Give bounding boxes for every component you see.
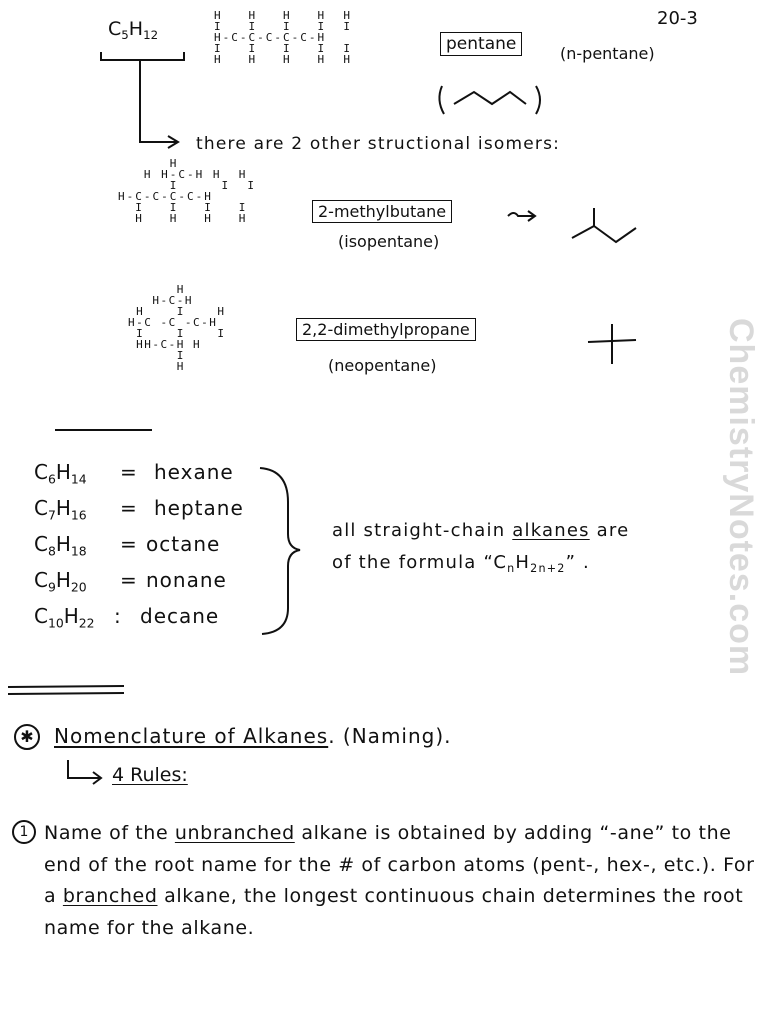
isomer-structure-methylbutane: H H H-C-H H H I I I H-C-C-C-C-H I I I I H H H H [118, 157, 256, 225]
alkane-row: $C_6H_{14}$ [34, 460, 87, 487]
alkane-name: heptane [154, 496, 244, 520]
isomer-alt-name-isopentane: (isopentane) [338, 232, 440, 251]
alkane-equals: = [120, 460, 137, 484]
isomer-structure-dimethylpropane: H H-C-H H I H H-C -C -C-H I I I HH-C-H H I H [128, 283, 226, 373]
neopentane-skeletal-drawing [584, 320, 644, 370]
alkane-name: decane [140, 604, 220, 628]
isomer-alt-name-neopentane: (neopentane) [328, 356, 437, 375]
rule-number-badge: 1 [12, 820, 36, 844]
isopentane-skeletal-drawing [566, 206, 646, 256]
alkane-row: $C_8H_{18}$ [34, 532, 87, 559]
arrow-icon [504, 206, 544, 226]
separator-line [54, 428, 174, 434]
pentane-name: pentane [440, 32, 522, 56]
watermark: ChemistryNotes.com [722, 318, 760, 677]
pentane-formula: $C_5H_{12}$ [108, 18, 159, 43]
alkane-equals: : [114, 604, 121, 628]
isomer-note: there are 2 other structional isomers: [196, 134, 561, 154]
alkane-equals: = [120, 532, 137, 556]
pentane-alt-name: (n-pentane) [560, 44, 655, 63]
rules-label: 4 Rules: [112, 764, 188, 786]
alkane-row: $C_{10}H_{22}$ [34, 604, 95, 631]
alkane-note-line1: all straight-chain alkanes are [332, 520, 630, 541]
alkane-row: $C_7H_{16}$ [34, 496, 87, 523]
double-separator [6, 684, 136, 698]
alkane-brace [258, 462, 318, 642]
nomenclature-heading: Nomenclature of Alkanes. (Naming). [54, 724, 452, 748]
alkane-row: $C_9H_{20}$ [34, 568, 87, 595]
pentane-structure: H H H H H I I I I I H-C-C-C-C-C-H I I I I I H H H H H [214, 9, 352, 66]
nomenclature-bullet-icon: ✱ [14, 724, 40, 750]
pentane-skeletal-drawing [432, 80, 552, 130]
alkane-name: octane [146, 532, 221, 556]
alkane-equals: = [120, 496, 137, 520]
isomer-name-methylbutane: 2-methylbutane [312, 200, 452, 223]
alkane-equals: = [120, 568, 137, 592]
alkane-name: hexane [154, 460, 234, 484]
alkane-note-line2: of the formula “$C_nH_{2n+2}$” . [332, 552, 590, 575]
isomer-name-dimethylpropane: 2,2-dimethylpropane [296, 318, 476, 341]
rule-1-text: Name of the unbranched alkane is obtained by adding “-ane” to the end of the root name for the # of carbon atoms (pent-, hex-, etc.). For a branched alkane, the longest continuous chain determines the root name for the alkane. [44, 822, 755, 939]
alkane-name: nonane [146, 568, 227, 592]
rules-arrow-icon [64, 758, 114, 788]
page-number: 20-3 [657, 8, 698, 29]
